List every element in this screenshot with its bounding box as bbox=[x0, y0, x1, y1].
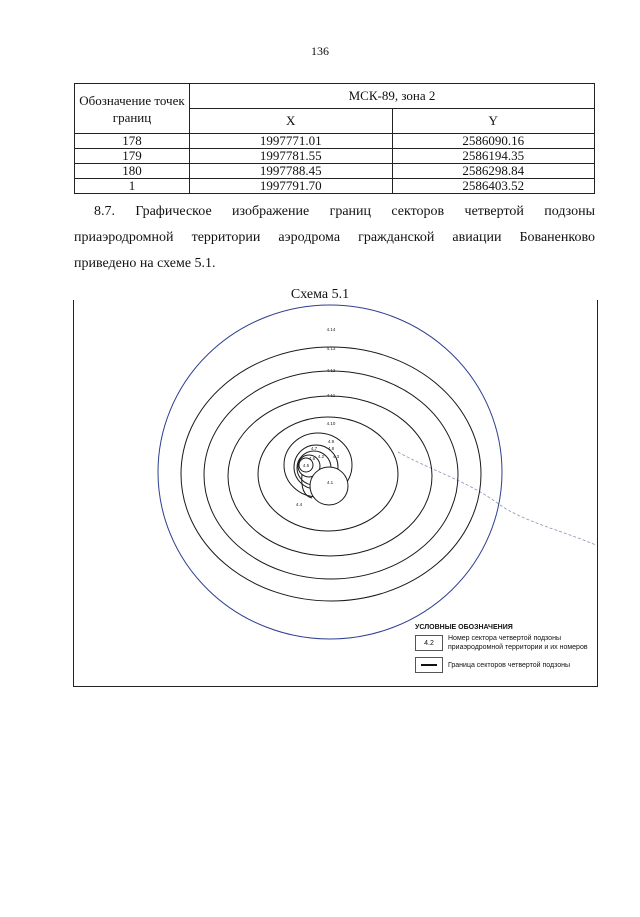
legend-item-boundary bbox=[415, 657, 593, 673]
cell-point: 179 bbox=[75, 149, 190, 164]
legend-title: УСЛОВНЫЕ ОБОЗНАЧЕНИЯ bbox=[415, 624, 513, 631]
legend-sample-number: 4.2 bbox=[415, 635, 443, 651]
legend-item-sector-number bbox=[415, 634, 593, 652]
header-coordinate-system: МСК-89, зона 2 bbox=[190, 84, 595, 109]
cell-point: 1 bbox=[75, 179, 190, 194]
sector-label: 4.10 bbox=[326, 421, 336, 426]
header-designation: Обозначение точек границ bbox=[75, 84, 190, 134]
cell-x: 1997781.55 bbox=[190, 149, 393, 164]
boundary-line-icon bbox=[421, 664, 437, 666]
paragraph-line: приаэродромной территории аэродрома гражданской авиации Бованенково bbox=[74, 230, 595, 245]
scheme-legend bbox=[415, 624, 593, 678]
cell-y: 2586194.35 bbox=[392, 149, 595, 164]
cell-x: 1997791.70 bbox=[190, 179, 393, 194]
sector-label: 4.2 bbox=[317, 454, 325, 459]
sector-label: 4.1 bbox=[326, 480, 334, 485]
legend-boundary-swatch bbox=[415, 657, 443, 673]
legend-boundary-text: Граница секторов четвертой подзоны bbox=[448, 661, 571, 669]
page-number: 136 bbox=[311, 44, 329, 58]
sector-label: 4.6 bbox=[308, 456, 316, 461]
sector-4-1-boundary bbox=[310, 467, 348, 505]
cell-y: 2586090.16 bbox=[392, 134, 595, 149]
cell-y: 2586403.52 bbox=[392, 179, 595, 194]
sector-label: 4.5 bbox=[302, 463, 310, 468]
paragraph-line: 8.7. Графическое изображение границ секторов четвертой подзоны bbox=[94, 204, 595, 219]
cell-y: 2586298.84 bbox=[392, 164, 595, 179]
paragraph-line: приведено на схеме 5.1. bbox=[74, 256, 216, 271]
cell-x: 1997788.45 bbox=[190, 164, 393, 179]
sector-label: 4.11 bbox=[326, 393, 336, 398]
sector-label: 4.13 bbox=[326, 346, 336, 351]
sector-label: 4.12 bbox=[326, 368, 336, 373]
cell-x: 1997771.01 bbox=[190, 134, 393, 149]
scheme-title: Схема 5.1 bbox=[290, 287, 350, 302]
sector-label: 4.3 bbox=[332, 454, 340, 459]
sector-label: 4.9 bbox=[327, 439, 335, 444]
sector-label: 4.8 bbox=[327, 446, 335, 451]
header-y: Y bbox=[392, 109, 595, 134]
sector-label: 4.7 bbox=[310, 446, 318, 451]
sector-label: 4.14 bbox=[326, 327, 336, 332]
legend-number-text: Номер сектора четвертой подзоны приаэродромной территории и их номеров bbox=[448, 635, 588, 651]
header-x: X bbox=[190, 109, 393, 134]
cell-point: 180 bbox=[75, 164, 190, 179]
sector-label: 4.4 bbox=[295, 502, 303, 507]
cell-point: 178 bbox=[75, 134, 190, 149]
